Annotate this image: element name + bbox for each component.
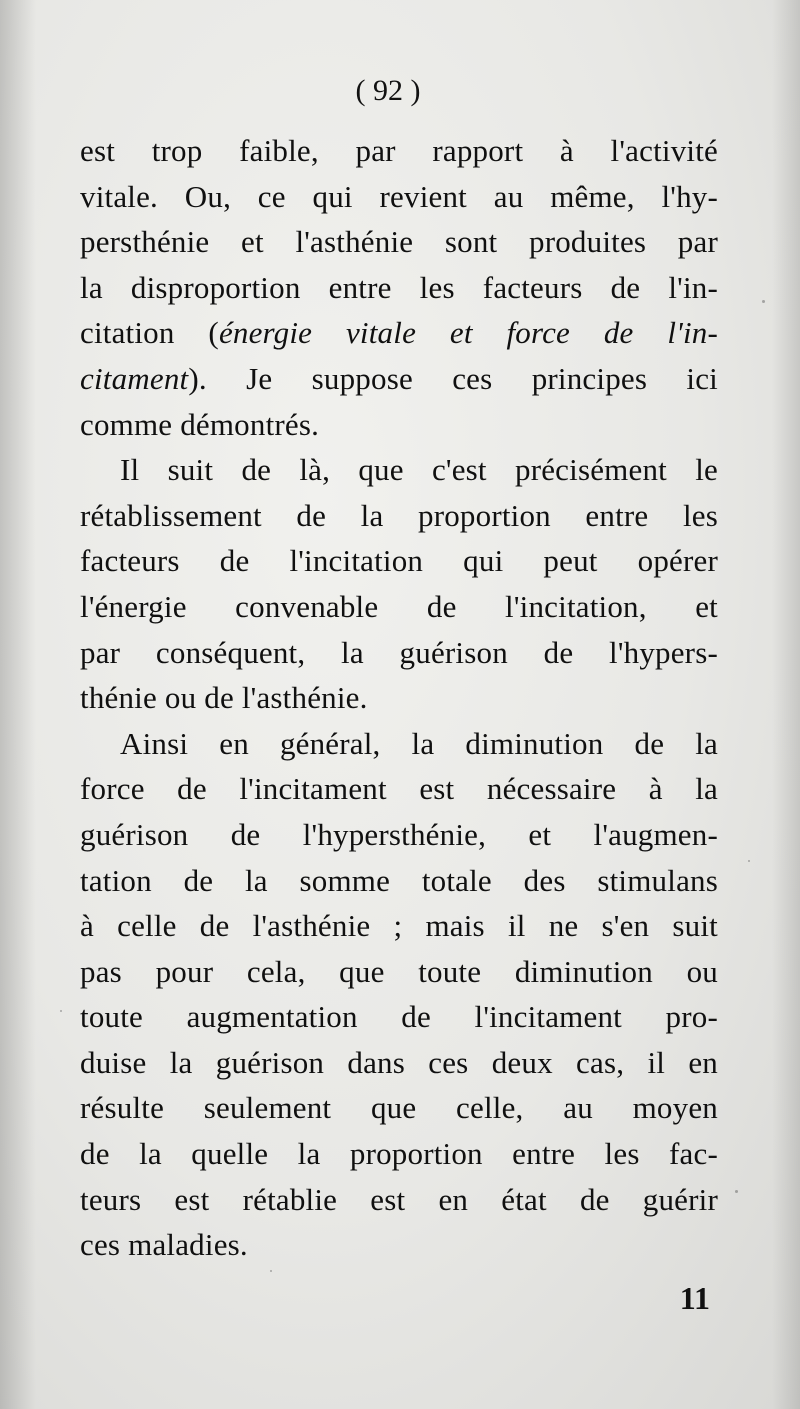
text-line: résulte seulement que celle, au moyen (80, 1090, 718, 1126)
print-speck (735, 1190, 738, 1193)
text-line: est trop faible, par rapport à l'activité (80, 133, 718, 168)
text-line: teurs est rétablie est en état de guérir (80, 1181, 718, 1217)
text-line (80, 310, 718, 356)
text-line: thénie ou de l'asthénie. (80, 680, 368, 716)
text-line: duise la guérison dans ces deux cas, il en (80, 1044, 718, 1080)
text-line: Il suit de là, que c'est précisément le (120, 452, 718, 488)
text-line: de la quelle la proportion entre les fac- (80, 1136, 718, 1172)
italic-phrase: citament (80, 360, 189, 396)
page-number: ( 92 ) (355, 74, 421, 107)
print-speck (270, 1270, 272, 1272)
text-line: pas pour cela, que toute diminution ou (80, 953, 718, 989)
text-line: tation de la somme totale des stimulans (80, 862, 718, 898)
text-line: facteurs de l'incitation qui peut opérer (80, 543, 718, 579)
text-line: par conséquent, la guérison de l'hypers- (80, 634, 718, 670)
text-line: force de l'incitament est nécessaire à la (80, 771, 718, 807)
text-line: vitale. Ou, ce qui revient au même, l'hy- (80, 178, 718, 214)
print-speck (762, 300, 765, 303)
text-line: citament). Je suppose ces principes ici (80, 360, 718, 396)
text-fragment: citation (énergie vitale et force de l'in- (80, 315, 719, 351)
signature-mark: 11 (679, 1280, 710, 1316)
print-speck (60, 1010, 62, 1012)
text-line: persthénie et l'asthénie sont produites par (80, 224, 718, 260)
text-line: à celle de l'asthénie ; mais il ne s'en suit (80, 908, 718, 944)
text-line: toute augmentation de l'incitament pro- (80, 999, 718, 1035)
print-speck (748, 860, 750, 862)
text-line: la disproportion entre les facteurs de l'in- (80, 269, 718, 305)
text-line: ces maladies. (80, 1227, 248, 1263)
text-line: l'énergie convenable de l'incitation, et (80, 588, 718, 624)
text-line: rétablissement de la proportion entre les (80, 497, 718, 533)
text-line: Ainsi en général, la diminution de la (120, 725, 718, 761)
italic-phrase: énergie vitale et force de l'in- (218, 315, 719, 351)
text-line: comme démontrés. (80, 406, 320, 442)
text-line: guérison de l'hypersthénie, et l'augmen- (80, 816, 718, 852)
body-text (80, 128, 718, 1268)
